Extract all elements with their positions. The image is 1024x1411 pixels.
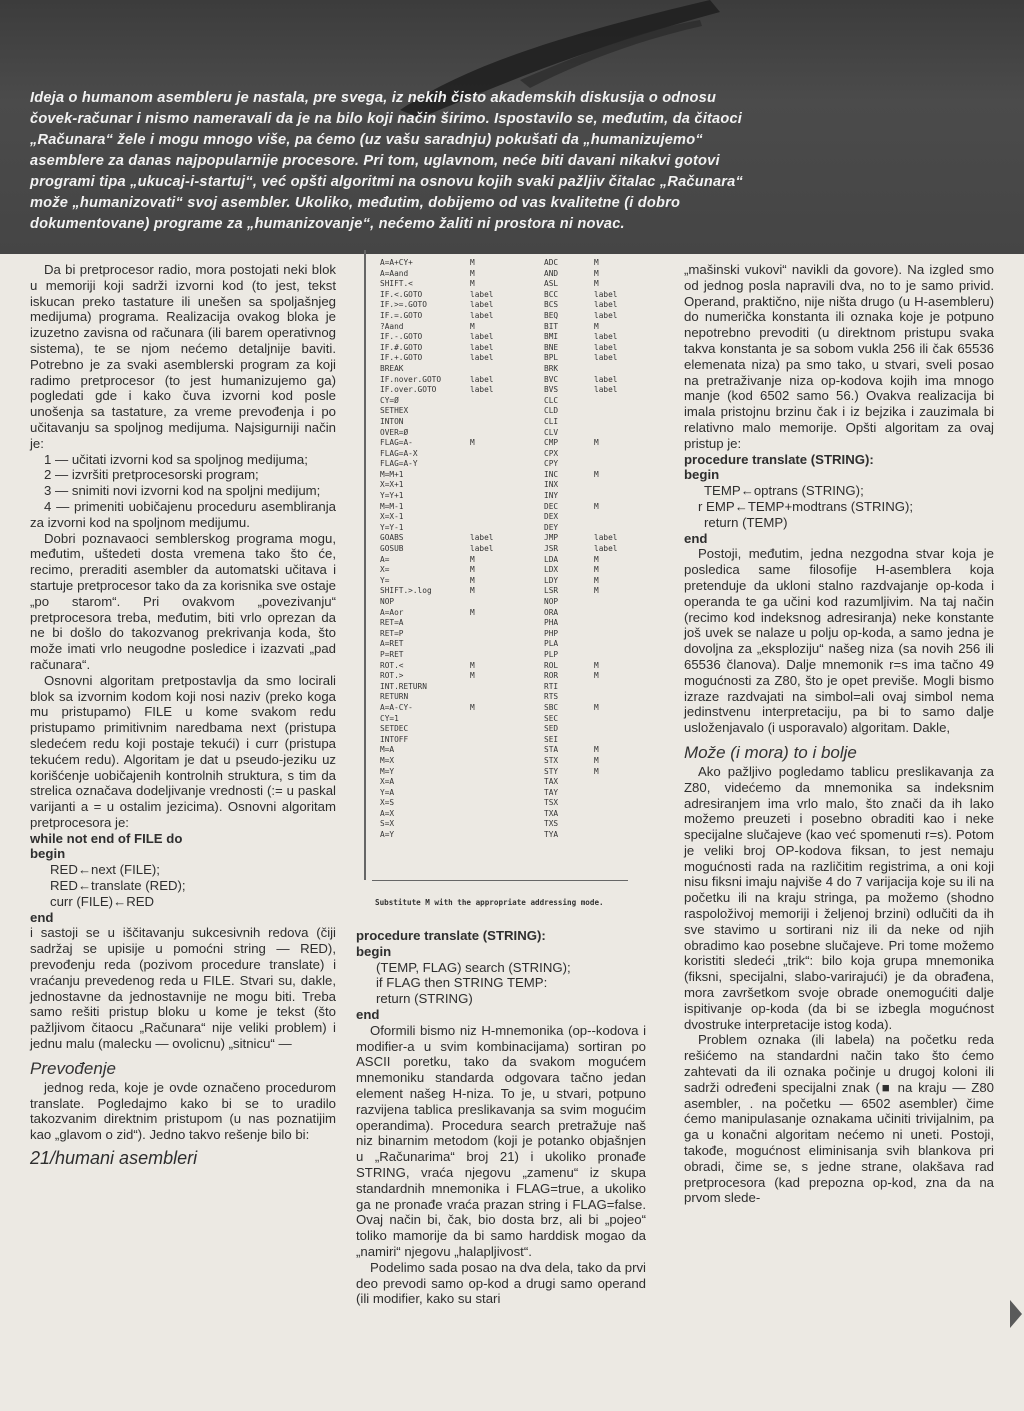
table-cell: label: [594, 385, 618, 395]
table-cell: SHIFT.>.log: [380, 586, 432, 596]
step-item: 2 — izvršiti pretprocesorski program;: [44, 467, 259, 483]
table-row: [380, 692, 640, 703]
table-cell: SETDEC: [380, 724, 409, 734]
table-cell: CY=Ø: [380, 395, 399, 405]
table-cell: PHP: [544, 628, 559, 638]
table-cell: Y=Y-1: [380, 522, 404, 532]
step-item: 3 — snimiti novi izvorni kod na spoljni medijum;: [44, 483, 321, 499]
section-heading: Može (i mora) to i bolje: [684, 742, 857, 762]
table-cell: M: [594, 586, 599, 596]
table-cell: BIT: [544, 321, 559, 331]
table-cell: M: [594, 575, 599, 585]
intro-text: [30, 88, 980, 235]
table-row: [380, 565, 640, 576]
table-cell: M: [594, 268, 599, 278]
table-cell: CLI: [544, 416, 559, 426]
table-cell: STX: [544, 755, 559, 765]
table-cell: INT.RETURN: [380, 681, 427, 691]
table-cell: CLV: [544, 427, 559, 437]
algo-line: RED←translate (RED);: [50, 878, 186, 894]
table-cell: label: [594, 533, 618, 543]
table-cell: A=: [380, 554, 390, 564]
table-cell: RTS: [544, 692, 559, 702]
table-cell: INTON: [380, 416, 404, 426]
table-row: [380, 385, 640, 396]
table-row: [380, 586, 640, 597]
table-row: [380, 343, 640, 354]
table-cell: PHA: [544, 618, 559, 628]
table-row: [380, 322, 640, 333]
table-row: [380, 735, 640, 746]
table-cell: label: [594, 353, 618, 363]
table-row: [380, 671, 640, 682]
table-cell: label: [470, 289, 494, 299]
page-footer-title: 21/humani asembleri: [30, 1148, 198, 1169]
table-cell: M: [594, 660, 599, 670]
column-divider: [364, 250, 366, 880]
table-cell: ORA: [544, 607, 559, 617]
table-row: [380, 830, 640, 841]
table-cell: LDA: [544, 554, 559, 564]
table-cell: M: [594, 321, 599, 331]
proc-line: end: [356, 1006, 380, 1022]
table-row: [380, 703, 640, 714]
mnemonic-table: [380, 258, 640, 841]
table-row: [380, 639, 640, 650]
paragraph: „mašinski vukovi“ navikli da govore). Na izgled smo od jednog posla napravili dva, no to je samo privid. Operand, praktično, nije ništa drugo (u H-asembleru) do numerička konstanta ili oznaka koje je potpuno nepotrebno prevoditi (u direktnom pristupu svaka takva konstanta je sa sobom vukla 256 ili čak 65536 elemenata niza) pa smo tako, u stvari, sveli posao na pretraživanje niza op-kodova kojih ima mnogo manje (kod 6502 samo 56.) Ovakva realizacija bi imala pristojnu brzinu čak i iz bejzika i zauzimala bi relativno malo memorije. Opšti algoritam za ovaj pristup je:: [684, 262, 994, 451]
table-cell: M: [470, 321, 475, 331]
table-cell: A=X: [380, 808, 395, 818]
paragraph: jednog reda, koje je ovde označeno procedurom translate. Pogledajmo kako bi se to uradilo takozvanim direktnim pristupom (u nas poznatijim kao „glavom o zid“). Jedno takvo rešenje bilo bi:: [30, 1079, 336, 1143]
intro-line: programi tipa „ukucaj-i-startuj“, već opšti algoritmi na osnovu kojih svaki pažljiv čitalac „Računara“: [30, 174, 743, 190]
table-cell: label: [470, 332, 494, 342]
table-rule: [372, 880, 628, 881]
intro-line: čovek-računar i nismo nameravali da je na bilo koji način širimo. Ispostavilo se, međutim, da čitaoci: [30, 111, 743, 127]
table-row: [380, 777, 640, 788]
table-cell: X=X-1: [380, 512, 404, 522]
table-row: [380, 661, 640, 672]
table-cell: SHIFT.<: [380, 279, 413, 289]
table-cell: label: [594, 289, 618, 299]
table-cell: M: [470, 268, 475, 278]
table-cell: IF.-.GOTO: [380, 332, 423, 342]
table-cell: IF.#.GOTO: [380, 342, 423, 352]
paragraph: Osnovni algoritam pretpostavlja da smo locirali blok sa izvornim kodom koji nosi naziv (preko koga mu pristupamo) FILE u kome svakom redu pristupamo primitivnim naredbama next (pristupa sledećem redu koji postaje tekući) i curr (pristupa tekućem redu). Algoritam je dat u pseudo-jeziku uz korišćenje uobičajenih kontrolnih struktura, s tim da strelica označava dodeljivanje vrednosti (:= u paskal varijanti a = u ostalim jezicima). Osnovni algoritam pretprocesora je:: [30, 672, 336, 830]
table-cell: CLC: [544, 395, 559, 405]
intro-line: može „humanizovati“ svoj asembler. Ukoliko, međutim, dobijemo od vas kvalitetne (i dobro: [30, 195, 681, 211]
table-cell: A=RET: [380, 639, 404, 649]
table-cell: TSX: [544, 798, 559, 808]
paragraph: Oformili bismo niz H-mnemonika (op--kodova i modifier-a u svim kombinacijama) sortiran po ASCII poretku, tako da svakom mogućem mnemoniku standarda odgovara tačno jedan element našeg H-niza. To je, u stvari, potpuno razvijena tablica preslikavanja sa svim mogućim operandima). Procedura search pretražuje naš niz binarnim metodom (koji je potanko objašnjen u „Računarima“ broj 21) i ukoliko pronađe STRING, vraća njegovu „zamenu“ iz skupa standardnih mnemonika i FLAG=true, a ukoliko ga ne pronađe vraća prazan string i FLAG=false. Ovaj način bi, čak, bio dosta brz, ali bi „pojeo“ toliko mamorije da bi samo harddisk mogao da „namiri“ njegovu „halapljivost“.: [356, 1022, 646, 1259]
table-cell: FLAG=A-Y: [380, 459, 418, 469]
table-cell: LDX: [544, 565, 559, 575]
table-cell: NOP: [544, 597, 559, 606]
table-row: [380, 491, 640, 502]
table-row: [380, 788, 640, 799]
table-cell: M: [594, 755, 599, 765]
table-cell: X=S: [380, 798, 395, 808]
proc-line: end: [684, 530, 708, 546]
table-cell: A=A-CY-: [380, 702, 413, 712]
table-cell: M: [594, 258, 599, 267]
table-row: [380, 629, 640, 640]
table-cell: STA: [544, 745, 559, 755]
table-cell: A=Y: [380, 830, 395, 840]
intro-line: Ideja o humanom asembleru je nastala, pre svega, iz nekih čisto akademskih diskusija o odnosu: [30, 90, 717, 106]
table-cell: GOABS: [380, 533, 404, 543]
table-cell: X=X+1: [380, 480, 404, 490]
table-cell: BRK: [544, 363, 559, 373]
algo-line: begin: [30, 846, 66, 862]
table-cell: DEC: [544, 501, 559, 511]
table-cell: S=X: [380, 819, 395, 829]
proc-line: (TEMP, FLAG) search (STRING);: [376, 959, 571, 975]
table-cell: label: [594, 300, 618, 310]
proc-line: procedure translate (STRING):: [684, 451, 874, 467]
table-row: [380, 767, 640, 778]
table-row: [380, 375, 640, 386]
step-item: 4 — primeniti uobičajenu proceduru asembliranja za izvorni kod na spoljnom medijumu.: [30, 498, 336, 530]
table-cell: A=Aor: [380, 607, 404, 617]
table-row: [380, 724, 640, 735]
table-cell: M: [594, 745, 599, 755]
table-cell: IF.+.GOTO: [380, 353, 423, 363]
table-row: [380, 311, 640, 322]
proc-line: return (STRING): [376, 991, 473, 1007]
table-cell: label: [470, 385, 494, 395]
table-cell: IF.over.GOTO: [380, 385, 437, 395]
intro-line: dokumentovane) programe za „humanizovanje“, nećemo žaliti ni prostora ni novac.: [30, 216, 625, 232]
table-cell: AND: [544, 268, 559, 278]
table-cell: M: [470, 671, 475, 681]
table-cell: IF.=.GOTO: [380, 310, 423, 320]
table-cell: TAX: [544, 777, 559, 787]
table-cell: M: [594, 565, 599, 575]
table-row: [380, 819, 640, 830]
table-cell: OVER=Ø: [380, 427, 409, 437]
table-cell: M: [470, 660, 475, 670]
table-cell: ADC: [544, 258, 559, 267]
table-cell: STY: [544, 766, 559, 776]
table-row: [380, 682, 640, 693]
table-cell: P=RET: [380, 649, 404, 659]
step-item: 1 — učitati izvorni kod sa spoljnog medijuma;: [44, 451, 308, 467]
table-cell: RTI: [544, 681, 559, 691]
proc-line: begin: [684, 467, 720, 483]
table-cell: label: [594, 310, 618, 320]
right-column: [684, 262, 994, 1206]
table-row: [380, 745, 640, 756]
table-row: [380, 470, 640, 481]
table-cell: M: [594, 554, 599, 564]
table-row: [380, 608, 640, 619]
table-cell: Y=Y+1: [380, 491, 404, 501]
table-cell: label: [470, 300, 494, 310]
table-cell: PLA: [544, 639, 559, 649]
table-cell: RET=P: [380, 628, 404, 638]
table-row: [380, 353, 640, 364]
algo-line: curr (FILE)←RED: [50, 893, 155, 909]
table-cell: CPX: [544, 448, 559, 458]
table-row: [380, 364, 640, 375]
table-cell: Y=: [380, 575, 390, 585]
table-cell: M: [470, 607, 475, 617]
table-cell: FLAG=A-: [380, 438, 413, 448]
table-cell: PLP: [544, 649, 559, 659]
table-row: [380, 555, 640, 566]
table-cell: ROR: [544, 671, 559, 681]
table-cell: A=A+CY+: [380, 258, 413, 267]
table-cell: NOP: [380, 597, 395, 606]
paragraph: Ako pažljivo pogledamo tablicu preslikavanja za Z80, videćemo da mnemonika sa indeksnim adresiranjem ima vrlo malo, što znači da ih lako možemo preuzeti i posebno obraditi kao i neke specijalne slučajeve (kao već spomenuti r=s). Potom je veliki broj OP-kodova fiksan, to jest nemaju mogućnosti rada na različitim registrima, a oni koji nisu fiksni imaju najviše 4 do 7 varijacija koje su ili na početku ili na kraju stringa, pa možemo (shodno raspoloživoj memoriji i željenoj brzini) odlučiti da ih sve stavimo u sortirani niz ili da neke od njih obradimo kao posebne slučajeve. Pri tome možemo koristiti sledeći „trik“: bilo koja grupa mnemonika (fiksni, specijalni, slabo-varirajući) je da obrađena, mora završetkom svoje obrade onemogućiti dalje ispitivanje op-koda (da bi se izbegla mogućnost dvostruke interpretacije istog koda).: [684, 763, 994, 1032]
table-row: [380, 809, 640, 820]
table-row: [380, 406, 640, 417]
table-cell: RET=A: [380, 618, 404, 628]
table-cell: LSR: [544, 586, 559, 596]
table-cell: INY: [544, 491, 559, 501]
table-cell: JMP: [544, 533, 559, 543]
table-cell: IF.<.GOTO: [380, 289, 423, 299]
table-row: [380, 714, 640, 725]
table-row: [380, 502, 640, 513]
table-cell: label: [470, 544, 494, 554]
table-cell: TYA: [544, 830, 559, 840]
table-cell: M: [470, 554, 475, 564]
proc-line: begin: [356, 943, 392, 959]
table-row: [380, 417, 640, 428]
algo-line: while not end of FILE do: [30, 830, 183, 846]
table-row: [380, 449, 640, 460]
proc-line: procedure translate (STRING):: [356, 928, 546, 943]
table-cell: GOSUB: [380, 544, 404, 554]
table-cell: ROT.<: [380, 660, 404, 670]
table-cell: M=A: [380, 745, 395, 755]
table-cell: IF.>=.GOTO: [380, 300, 427, 310]
table-cell: ASL: [544, 279, 559, 289]
table-cell: ?Aand: [380, 321, 404, 331]
table-cell: TXA: [544, 808, 559, 818]
table-cell: M: [470, 702, 475, 712]
table-cell: BCC: [544, 289, 559, 299]
table-cell: Y=A: [380, 787, 395, 797]
table-cell: BMI: [544, 332, 559, 342]
table-cell: label: [470, 310, 494, 320]
table-cell: CMP: [544, 438, 559, 448]
table-cell: BEQ: [544, 310, 559, 320]
table-cell: M: [594, 279, 599, 289]
table-row: [380, 396, 640, 407]
table-row: [380, 597, 640, 608]
table-cell: BNE: [544, 342, 559, 352]
table-cell: label: [470, 353, 494, 363]
left-column: [30, 262, 336, 1167]
table-row: [380, 533, 640, 544]
paragraph: Podelimo sada posao na dva dela, tako da prvi deo prevodi samo op-kod a drugi samo operand (ili modifier, kako su stari: [356, 1259, 646, 1307]
paragraph: Da bi pretprocesor radio, mora postojati neki blok u memoriji koji sadrži izvorni kod (to jest, tekst iskucan preko tastature ili unešen sa spoljašnjeg medijuma) programa. Realizacija ovakog bloka je izuzetno zavisna od računara (ili barem operativnog sistema), te se njom nećemo detaljnije baviti. Potrebno je za svaki asemblerski program za koji radimo pretprocesor (to jest humanizujemo ga) pogledati gde i kako čuva izvorni kod posle unošenja sa tastature, za vreme prevođenja i po učitavanju sa spoljnog medijuma. Najsigurniji način je:: [30, 262, 336, 451]
table-cell: label: [594, 342, 618, 352]
proc-line: r EMP←TEMP+modtrans (STRING);: [698, 498, 914, 514]
table-cell: TAY: [544, 787, 559, 797]
table-cell: label: [594, 332, 618, 342]
table-cell: M: [594, 438, 599, 448]
table-cell: DEX: [544, 512, 559, 522]
table-row: [380, 269, 640, 280]
table-row: [380, 480, 640, 491]
table-cell: JSR: [544, 544, 559, 554]
table-row: [380, 798, 640, 809]
table-cell: BCS: [544, 300, 559, 310]
table-row: [380, 576, 640, 587]
table-cell: M: [470, 279, 475, 289]
intro-line: „Računara“ žele i mogu mnogo više, pa ćemo (uz vašu saradnju) pokušati da „humanizujemo“: [30, 132, 703, 148]
table-cell: SETHEX: [380, 406, 409, 416]
table-cell: IF.nover.GOTO: [380, 374, 442, 384]
table-note: Substitute M with the appropriate addressing mode.: [375, 898, 604, 907]
table-cell: M: [594, 469, 599, 479]
table-row: [380, 618, 640, 629]
table-cell: label: [594, 544, 618, 554]
table-cell: A=Aand: [380, 268, 409, 278]
algo-line: end: [30, 909, 54, 925]
table-cell: BPL: [544, 353, 559, 363]
section-heading: Prevođenje: [30, 1058, 117, 1078]
table-cell: M: [594, 702, 599, 712]
table-cell: M: [594, 766, 599, 776]
table-cell: BVC: [544, 374, 559, 384]
next-page-arrow-icon: [1010, 1300, 1022, 1328]
table-row: [380, 650, 640, 661]
proc-line: TEMP←optrans (STRING);: [704, 483, 864, 499]
table-cell: label: [470, 533, 494, 543]
table-cell: label: [470, 342, 494, 352]
table-cell: M: [594, 501, 599, 511]
table-cell: label: [470, 374, 494, 384]
table-cell: TXS: [544, 819, 559, 829]
table-cell: M: [470, 575, 475, 585]
table-cell: RETURN: [380, 692, 409, 702]
table-cell: M=M+1: [380, 469, 404, 479]
table-cell: CY=1: [380, 713, 399, 723]
table-cell: CLD: [544, 406, 559, 416]
table-row: [380, 290, 640, 301]
table-row: [380, 438, 640, 449]
paragraph: Problem oznaka (ili labela) na početku reda rešićemo na standardni način tako što ćemo zahtevati da ili oznaka počinje u drugoj koloni ili sadrži određeni specijalni znak (■ na kraju — Z80 asembler, . na početku — 6502 asembler) čime ćemo manipulasanje oznakama učiniti trivijalnim, pa ga u konačni algoritam nećemo ni uneti. Postoji, takođe, mogućnost eliminisanja svih blankova pri obradi, čime se, s jedne strane, olakšava rad pretprocesora (kad prepozna op-kod, zna da na prvom slede-: [684, 1032, 994, 1206]
table-cell: M=X: [380, 755, 395, 765]
table-cell: X=A: [380, 777, 395, 787]
middle-column-text: [356, 928, 646, 1307]
table-cell: M=M-1: [380, 501, 404, 511]
table-cell: SED: [544, 724, 559, 734]
table-row: [380, 258, 640, 269]
table-row: [380, 459, 640, 470]
table-row: [380, 332, 640, 343]
table-cell: M: [470, 438, 475, 448]
table-cell: SEC: [544, 713, 559, 723]
table-cell: label: [594, 374, 618, 384]
intro-banner: [0, 0, 1024, 254]
table-row: [380, 300, 640, 311]
table-cell: FLAG=A-X: [380, 448, 418, 458]
table-cell: BREAK: [380, 363, 404, 373]
intro-line: asemblere za danas najpopularnije procesore. Pri tom, uglavnom, neće biti davani nikakvi gotovi: [30, 153, 720, 169]
table-cell: INC: [544, 469, 559, 479]
paragraph: Postoji, međutim, jedna nezgodna stvar koja je posledica same filosofije H-asemblera koja pretenduje da ukloni stalno razdvajanje op-koda i operanda te ga učini kod razumljivim. Na taj način (recimo kod indeksnog adresiranja) neke konstante još uvek se nalaze u polju op-koda, a samo jedna je dovoljna za „eksploziju“ našeg niza (sa novih 256 ili 65536 članova). Dalje mnemonik r=s ima tačno 49 mogućnosti za Z80, što je opet previše. Mogli bismo izraze razdvajati na simbol=ali ovaj simbol nema jedinstvenu interpretaciju, pa bi to samo dalje usloženjavalo (i usporavalo) algoritam. Dakle,: [684, 546, 994, 736]
table-row: [380, 523, 640, 534]
table-cell: ROL: [544, 660, 559, 670]
table-row: [380, 428, 640, 439]
paragraph: i sastoji se u iščitavanju sukcesivnih redova (čiji sadržaj se upisije u pomoćni string — RED), prevođenju reda (pozivom procedure translate) i vraćanju prevedenog reda u FILE. Stvari su, dakle, jednostavne da jednostavnije ne mogu biti. Treba samo rešiti pristup bloku u kome je tekst (što pažljivom čitaocu „Računara“ nije veliki problem) i jednu malu (malecku — ovolicnu) „sitnicu“ —: [30, 925, 336, 1052]
table-cell: M: [470, 258, 475, 267]
table-cell: M=Y: [380, 766, 395, 776]
table-cell: ROT.>: [380, 671, 404, 681]
table-cell: SBC: [544, 702, 559, 712]
table-cell: M: [594, 671, 599, 681]
paragraph: Dobri poznavaoci semblerskog programa mogu, međutim, uštedeti dosta vremena tako što će, recimo, preraditi asembler da automatski učitava i startuje pretprocesor tako da za korisnika sve ostaje „po starom“. Pri ovakvom „povezivanju“ pretprocesora treba, međutim, biti vrlo oprezan da ne bi došlo do takozvanog prekrivanja koda, što može imati vrlo neugodne posledice i izazvati „pad računara“.: [30, 530, 336, 672]
table-cell: BVS: [544, 385, 559, 395]
table-cell: INX: [544, 480, 559, 490]
table-cell: M: [470, 586, 475, 596]
table-row: [380, 279, 640, 290]
table-cell: SEI: [544, 734, 559, 744]
table-cell: X=: [380, 565, 390, 575]
table-cell: CPY: [544, 459, 559, 469]
algo-line: RED←next (FILE);: [50, 862, 160, 878]
proc-line: return (TEMP): [704, 514, 788, 530]
table-cell: DEY: [544, 522, 559, 532]
table-row: [380, 512, 640, 523]
table-cell: M: [470, 565, 475, 575]
table-cell: INTOFF: [380, 734, 409, 744]
proc-line: if FLAG then STRING TEMP:: [376, 975, 548, 991]
table-row: [380, 544, 640, 555]
table-row: [380, 756, 640, 767]
table-cell: LDY: [544, 575, 559, 585]
